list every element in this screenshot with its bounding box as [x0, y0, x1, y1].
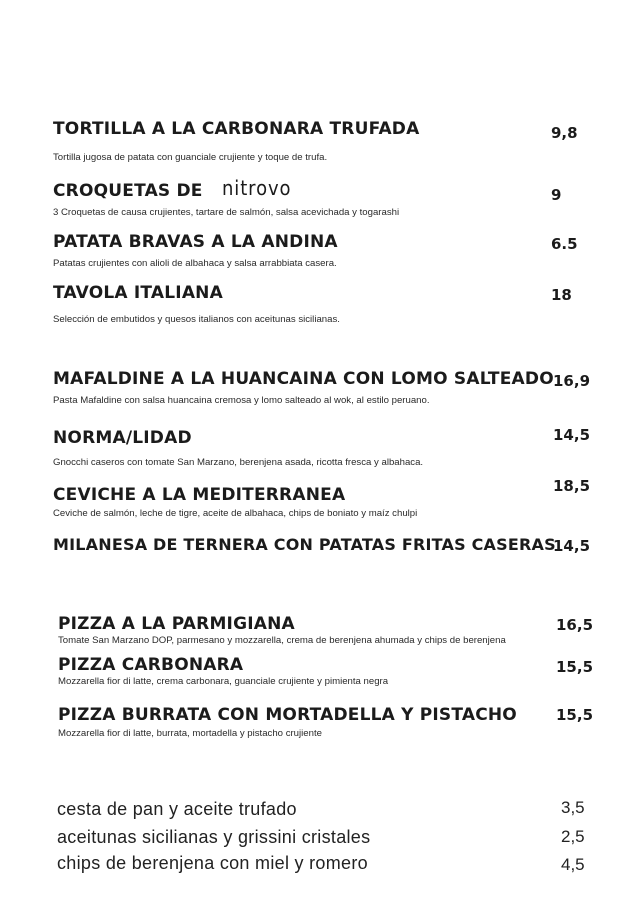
item-name: TORTILLA A LA CARBONARA TRUFADA	[53, 119, 420, 139]
item-price: 16,9	[553, 372, 591, 390]
item-price: 18	[551, 286, 572, 304]
item-price: 16,5	[556, 616, 594, 634]
item-name: PIZZA A LA PARMIGIANA	[58, 614, 295, 634]
side-item-price: 3,5	[561, 798, 585, 817]
side-item-price: 4,5	[561, 855, 585, 874]
side-item-name: cesta de pan y aceite trufado	[57, 799, 297, 819]
item-price: 9,8	[551, 124, 578, 142]
item-name: PIZZA CARBONARA	[58, 655, 244, 675]
brand-logo: nitrovo	[222, 176, 292, 200]
item-description: Ceviche de salmón, leche de tigre, aceite de albahaca, chips de boniato y maíz chulpi	[53, 508, 418, 519]
side-item-price: 2,5	[561, 827, 585, 846]
item-description: Selección de embutidos y quesos italianos con aceitunas sicilianas.	[53, 314, 340, 325]
item-name: PIZZA BURRATA CON MORTADELLA Y PISTACHO	[58, 705, 517, 725]
item-price: 6.5	[551, 235, 578, 253]
item-price: 18,5	[553, 477, 591, 495]
item-description: Tomate San Marzano DOP, parmesano y mozzarella, crema de berenjena ahumada y chips de berenjena	[58, 635, 506, 646]
item-price: 14,5	[553, 537, 591, 555]
item-description: Mozzarella fior di latte, burrata, mortadella y pistacho crujiente	[58, 728, 322, 739]
item-description: Tortilla jugosa de patata con guanciale crujiente y toque de trufa.	[53, 152, 328, 163]
item-name: CROQUETAS DE	[53, 181, 203, 201]
item-description: Mozzarella fior di latte, crema carbonara, guanciale crujiente y pimienta negra	[58, 676, 389, 687]
side-item-name: chips de berenjena con miel y romero	[57, 853, 368, 873]
item-name: PATATA BRAVAS A LA ANDINA	[53, 232, 338, 252]
item-name: TAVOLA ITALIANA	[53, 283, 223, 303]
item-price: 14,5	[553, 426, 591, 444]
item-description: Pasta Mafaldine con salsa huancaina cremosa y lomo salteado al wok, al estilo peruano.	[53, 395, 430, 406]
item-price: 9	[551, 186, 562, 204]
item-name: CEVICHE A LA MEDITERRANEA	[53, 485, 346, 505]
item-name: NORMA/LIDAD	[53, 428, 192, 448]
item-description: Gnocchi caseros con tomate San Marzano, berenjena asada, ricotta fresca y albahaca.	[53, 457, 424, 468]
side-item-name: aceitunas sicilianas y grissini cristales	[57, 827, 371, 847]
item-price: 15,5	[556, 658, 594, 676]
item-price: 15,5	[556, 706, 594, 724]
item-description: 3 Croquetas de causa crujientes, tartare de salmón, salsa acevichada y togarashi	[53, 207, 400, 218]
item-description: Patatas crujientes con alioli de albahaca y salsa arrabbiata casera.	[53, 258, 337, 269]
item-name: MAFALDINE A LA HUANCAINA CON LOMO SALTEADO	[53, 369, 554, 389]
item-name: MILANESA DE TERNERA CON PATATAS FRITAS CASERAS	[53, 535, 556, 554]
